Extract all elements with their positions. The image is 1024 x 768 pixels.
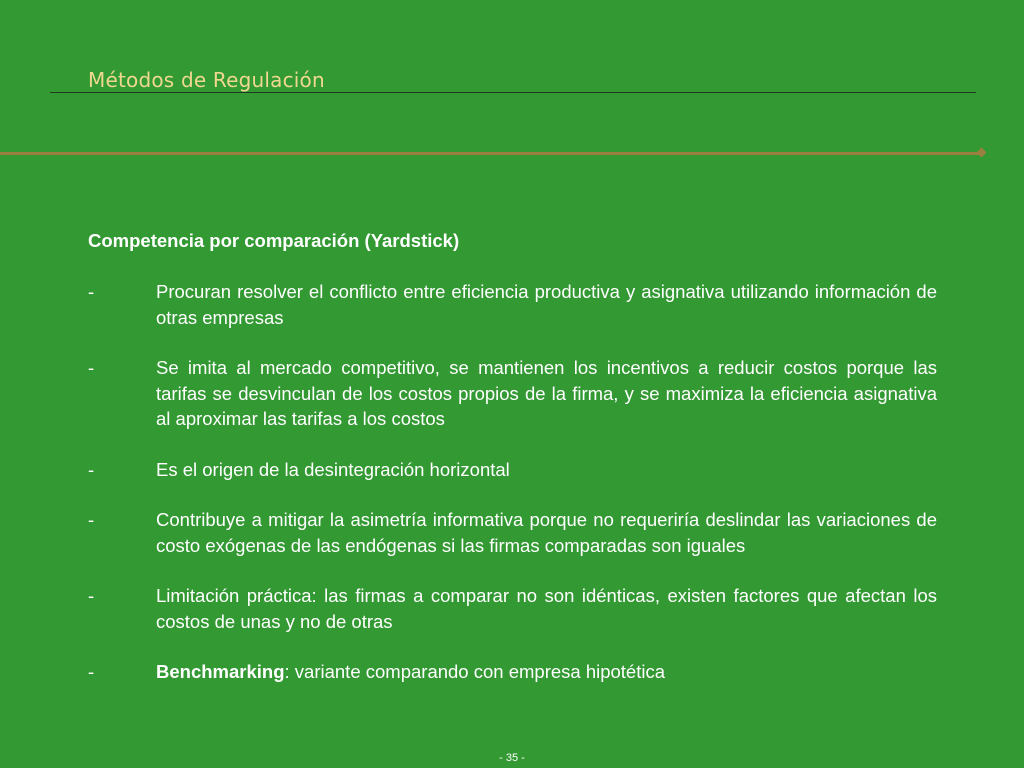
section-heading: Competencia por comparación (Yardstick)	[88, 230, 460, 251]
bullet-text: : variante comparando con empresa hipotética	[284, 661, 666, 682]
slide-title: Métodos de Regulación	[88, 68, 325, 92]
bullet-dash: -	[88, 585, 95, 606]
bullet-item	[88, 659, 937, 685]
bullet-dash: -	[88, 357, 95, 378]
page-number: - 35 -	[499, 752, 525, 764]
slide-content	[88, 228, 937, 710]
bullet-text: Es el origen de la desintegración horizontal	[156, 458, 510, 480]
bullet-item	[88, 583, 937, 634]
bullet-dash: -	[88, 458, 95, 480]
bullet-text: Contribuye a mitigar la asimetría informativa porque no requeriría deslindar las variaciones de costo exógenas de las endógenas si las firmas comparadas son iguales	[156, 509, 937, 556]
bullet-item	[88, 279, 937, 330]
bullet-item	[88, 355, 937, 432]
bullet-text: Procuran resolver el conflicto entre eficiencia productiva y asignativa utilizando información de otras empresas	[156, 281, 937, 328]
bullet-item	[88, 507, 937, 558]
bullet-dash: -	[88, 509, 95, 530]
bullet-text: Se imita al mercado competitivo, se mantienen los incentivos a reducir costos porque las tarifas se desvinculan de los costos propios de la firma, y se maximiza la eficiencia asignativa al aproximar las tarifas a los costos	[156, 357, 937, 429]
accent-diamond-end	[977, 148, 987, 158]
bullet-dash: -	[88, 661, 95, 682]
bullet-dash: -	[88, 281, 95, 302]
bullet-item	[88, 457, 937, 483]
bullet-bold-text: Benchmarking	[156, 661, 285, 682]
bullet-list	[88, 279, 937, 685]
title-underline	[50, 92, 976, 93]
accent-divider	[0, 152, 980, 155]
bullet-text: Limitación práctica: las firmas a comparar no son idénticas, existen factores que afectan los costos de unas y no de otras	[156, 585, 937, 632]
